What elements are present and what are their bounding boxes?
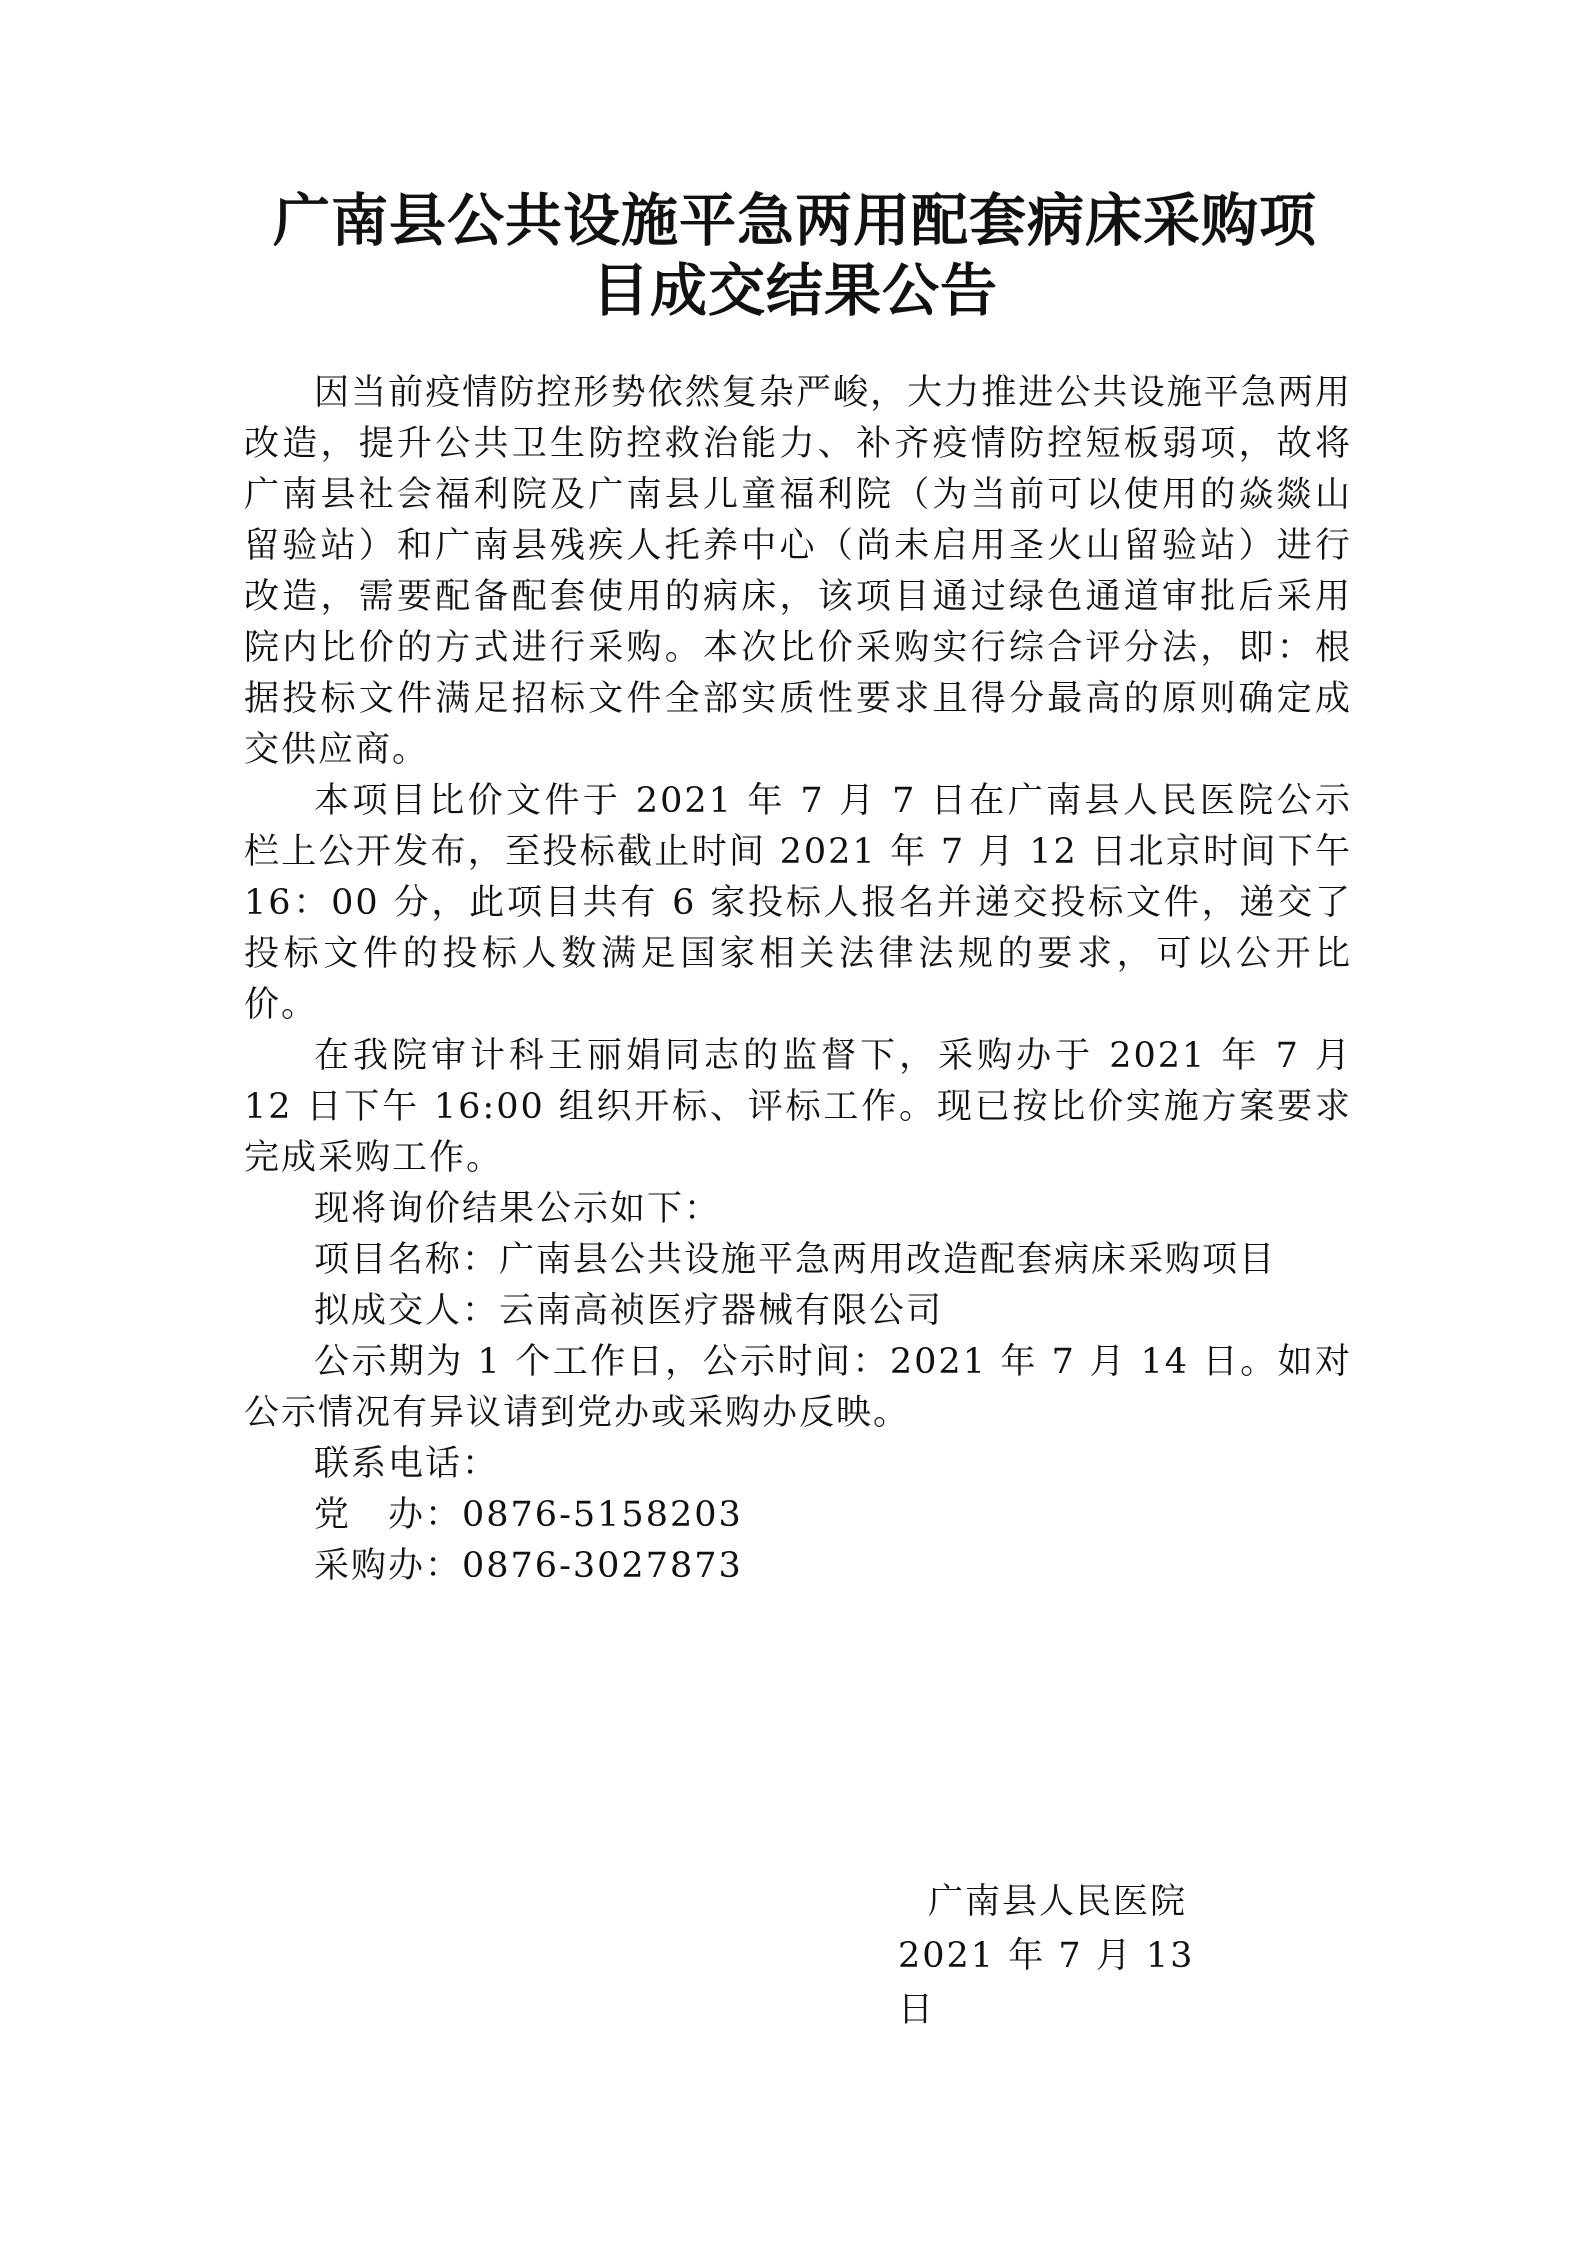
paragraph-publication: 本项目比价文件于 2021 年 7 月 7 日在广南县人民医院公示栏上公开发布，至投标截止时间 2021 年 7 月 12 日北京时间下午 16：00 分，此项目共有 6 家投标人报名并递交投标文件，递交了投标文件的投标人数满足国家相关法律法规的要求，可以公开比价。 [244, 781, 1352, 1025]
contact-procurement-office: 采购办：0876-3027873 [314, 1546, 743, 1586]
contact-party-office: 党 办：0876-5158203 [314, 1495, 743, 1535]
paragraph-result-intro: 现将询价结果公示如下： [314, 1189, 722, 1229]
paragraph-background: 因当前疫情防控形势依然复杂严峻，大力推进公共设施平急两用改造，提升公共卫生防控救治能力、补齐疫情防控短板弱项，故将广南县社会福利院及广南县儿童福利院（为当前可以使用的焱燚山留验站）和广南县残疾人托养中心（尚未启用圣火山留验站）进行改造，需要配备配套使用的病床，该项目通过绿色通道审批后采用院内比价的方式进行采购。本次比价采购实行综合评分法，即：根据投标文件满足招标文件全部实质性要求且得分最高的原则确定成交供应商。 [244, 373, 1352, 770]
contact-heading: 联系电话： [314, 1444, 500, 1484]
paragraph-winning-bidder: 拟成交人：云南高祯医疗器械有限公司 [314, 1291, 944, 1331]
signature-block [880, 1875, 1240, 2037]
document-body [244, 368, 1352, 1592]
paragraph-notice-period: 公示期为 1 个工作日，公示时间：2021 年 7 月 14 日。如对公示情况有异议请到党办或采购办反映。 [244, 1342, 1352, 1433]
signature-organization: 广南县人民医院 [928, 1882, 1188, 1922]
paragraph-supervision: 在我院审计科王丽娟同志的监督下，采购办于 2021 年 7 月 12 日下午 16:00 组织开标、评标工作。现已按比价实施方案要求完成采购工作。 [244, 1036, 1352, 1178]
title-line-2: 目成交结果公告 [592, 258, 998, 324]
paragraph-project-name: 项目名称：广南县公共设施平急两用改造配套病床采购项目 [314, 1240, 1277, 1280]
title-line-1: 广南县公共设施平急两用配套病床采购项 [273, 188, 1317, 254]
signature-date: 2021 年 7 月 13 日 [898, 1936, 1195, 2030]
document-title [230, 186, 1360, 326]
